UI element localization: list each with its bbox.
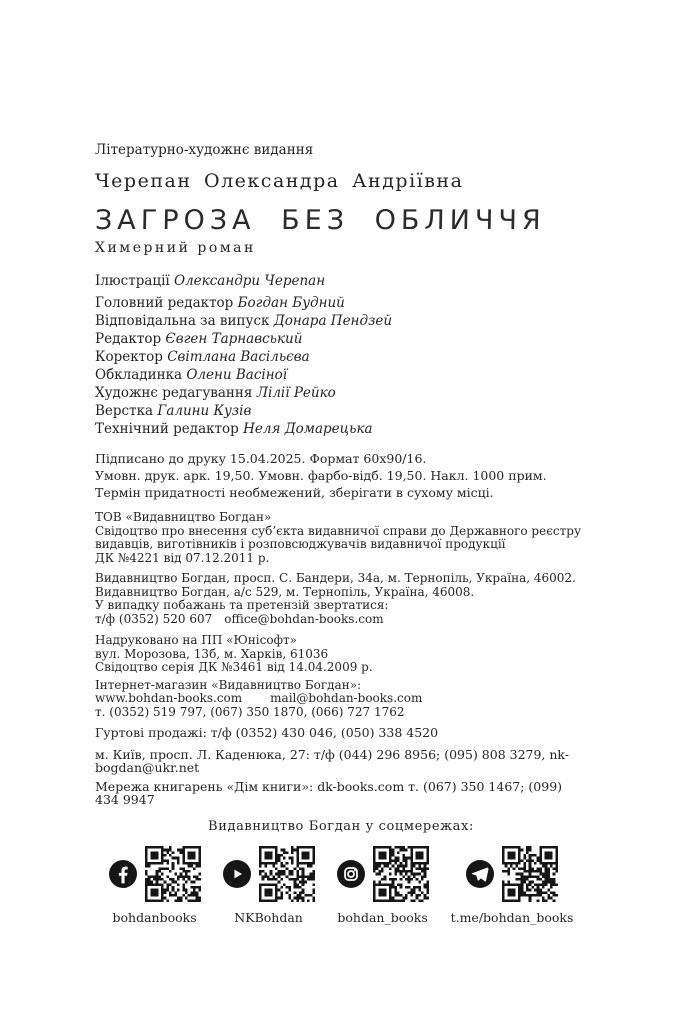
social-account-label: bohdanbooks	[112, 909, 197, 925]
youtube-qr-code	[259, 846, 315, 902]
instagram-qr-code	[373, 846, 429, 902]
registration-line: ТОВ «Видавництво Богдан»	[95, 510, 272, 524]
credits-list	[95, 294, 587, 438]
page-content	[95, 142, 587, 925]
kyiv-office-contacts: м. Київ, просп. Л. Каденюка, 27: т/ф (044) 296 8956; (095) 808 3279, nk-bogdan@ukr.net	[95, 746, 570, 775]
youtube-icon	[223, 860, 251, 888]
credit-line	[95, 384, 587, 402]
credit-role: Відповідальна за випуск	[95, 313, 270, 329]
credit-name: Лілії Рейко	[256, 385, 336, 401]
credit-role: Технічний редактор	[95, 421, 239, 437]
print-info-line: Умовн. друк. арк. 19,50. Умовн. фарбо-відб. 19,50. Накл. 1000 прим.	[95, 468, 547, 483]
print-info-line: Підписано до друку 15.04.2025. Формат 60х90/16.	[95, 451, 427, 466]
book-subtitle: Химерний роман	[95, 240, 256, 256]
credit-name: Донара Пендзей	[273, 313, 393, 329]
telegram-qr-code	[502, 846, 558, 902]
credit-name: Олени Васіної	[186, 367, 288, 383]
social-account-youtube	[223, 846, 315, 925]
author-name: Черепан Олександра Андріївна	[95, 170, 464, 192]
printing-house-line: вул. Морозова, 13б, м. Харків, 61036	[95, 646, 329, 661]
credit-role: Художнє редагування	[95, 385, 253, 401]
credit-line	[95, 312, 587, 330]
social-account-telegram	[451, 846, 574, 925]
online-store-email: mail@bohdan-books.com	[270, 691, 423, 705]
social-account-label: t.me/bohdan_books	[450, 909, 574, 925]
credit-line	[95, 420, 587, 438]
credit-line	[95, 330, 587, 348]
publisher-registration	[95, 511, 587, 565]
credit-name: Світлана Васільєва	[167, 349, 310, 365]
social-account-facebook	[109, 846, 201, 925]
social-heading: Видавництво Богдан у соцмережах:	[208, 818, 474, 834]
registration-line: видавців, виготівників і розповсюджувачів видавничої продукції	[95, 537, 506, 551]
registration-line: ДК №4221 від 07.12.2011 р.	[95, 550, 270, 565]
telegram-icon	[466, 860, 494, 888]
registration-line: Свідоцтво про внесення суб’єкта видавничої справи до Державного реєстру	[95, 523, 582, 538]
credit-name: Олександри Черепан	[174, 273, 326, 289]
online-store	[95, 679, 587, 720]
print-info	[95, 450, 587, 501]
print-info-line: Термін придатності необмежений, зберігати в сухому місці.	[95, 485, 494, 500]
credit-line	[95, 348, 587, 366]
bookstore-network-contacts: Мережа книгарень «Дім книги»: dk-books.com т. (067) 350 1467; (099) 434 9947	[95, 778, 563, 807]
credit-name: Галини Кузів	[157, 403, 252, 419]
credit-name: Євген Тарнавський	[165, 331, 303, 347]
social-account-instagram	[337, 846, 429, 925]
printing-house-line: Надруковано на ПП «Юнісофт»	[95, 633, 297, 647]
publisher-address	[95, 572, 587, 626]
address-contact-line	[95, 613, 587, 627]
online-store-phones: т. (0352) 519 797, (067) 350 1870, (066) 727 1762	[95, 704, 405, 719]
credit-role: Головний редактор	[95, 295, 234, 311]
credit-role: Редактор	[95, 331, 162, 347]
publisher-phone: т/ф (0352) 520 607	[95, 611, 213, 626]
printing-house-line: Свідоцтво серія ДК №3461 від 14.04.2009 р.	[95, 660, 373, 674]
book-title: ЗАГРОЗА БЕЗ ОБЛИЧЧЯ	[94, 205, 546, 236]
credit-role: Коректор	[95, 349, 163, 365]
address-line: Видавництво Богдан, просп. С. Бандери, 34а, м. Тернопіль, Україна, 46002.	[95, 571, 576, 585]
online-store-contacts	[95, 692, 587, 706]
social-account-label: NKBohdan	[234, 909, 303, 925]
address-line: У випадку побажань та претензій звертатися:	[95, 598, 389, 612]
address-line: Видавництво Богдан, а/с 529, м. Тернопіль, Україна, 46008.	[95, 584, 475, 599]
credit-line	[95, 294, 587, 312]
facebook-qr-code	[145, 846, 201, 902]
facebook-icon	[109, 860, 137, 888]
credit-name: Неля Домарецька	[243, 421, 373, 437]
credit-name: Богдан Будний	[237, 295, 345, 311]
credit-role: Обкладинка	[95, 367, 183, 383]
credit-line	[95, 366, 587, 384]
online-store-heading: Інтернет-магазин «Видавництво Богдан»:	[95, 677, 362, 692]
credit-role: Верстка	[95, 403, 154, 419]
online-store-website: www.bohdan-books.com	[95, 691, 243, 705]
edition-note: Літературно-художнє видання	[95, 142, 314, 158]
social-row	[55, 846, 627, 925]
instagram-icon	[337, 860, 365, 888]
printing-house	[95, 634, 587, 675]
wholesale-contacts: Гуртові продажі: т/ф (0352) 430 046, (050) 338 4520	[95, 725, 439, 740]
social-account-label: bohdan_books	[337, 909, 428, 925]
credit-line	[95, 402, 587, 420]
illustration-credit	[95, 273, 587, 289]
publisher-email: office@bohdan-books.com	[224, 611, 384, 626]
credit-role: Ілюстрації	[95, 273, 170, 289]
